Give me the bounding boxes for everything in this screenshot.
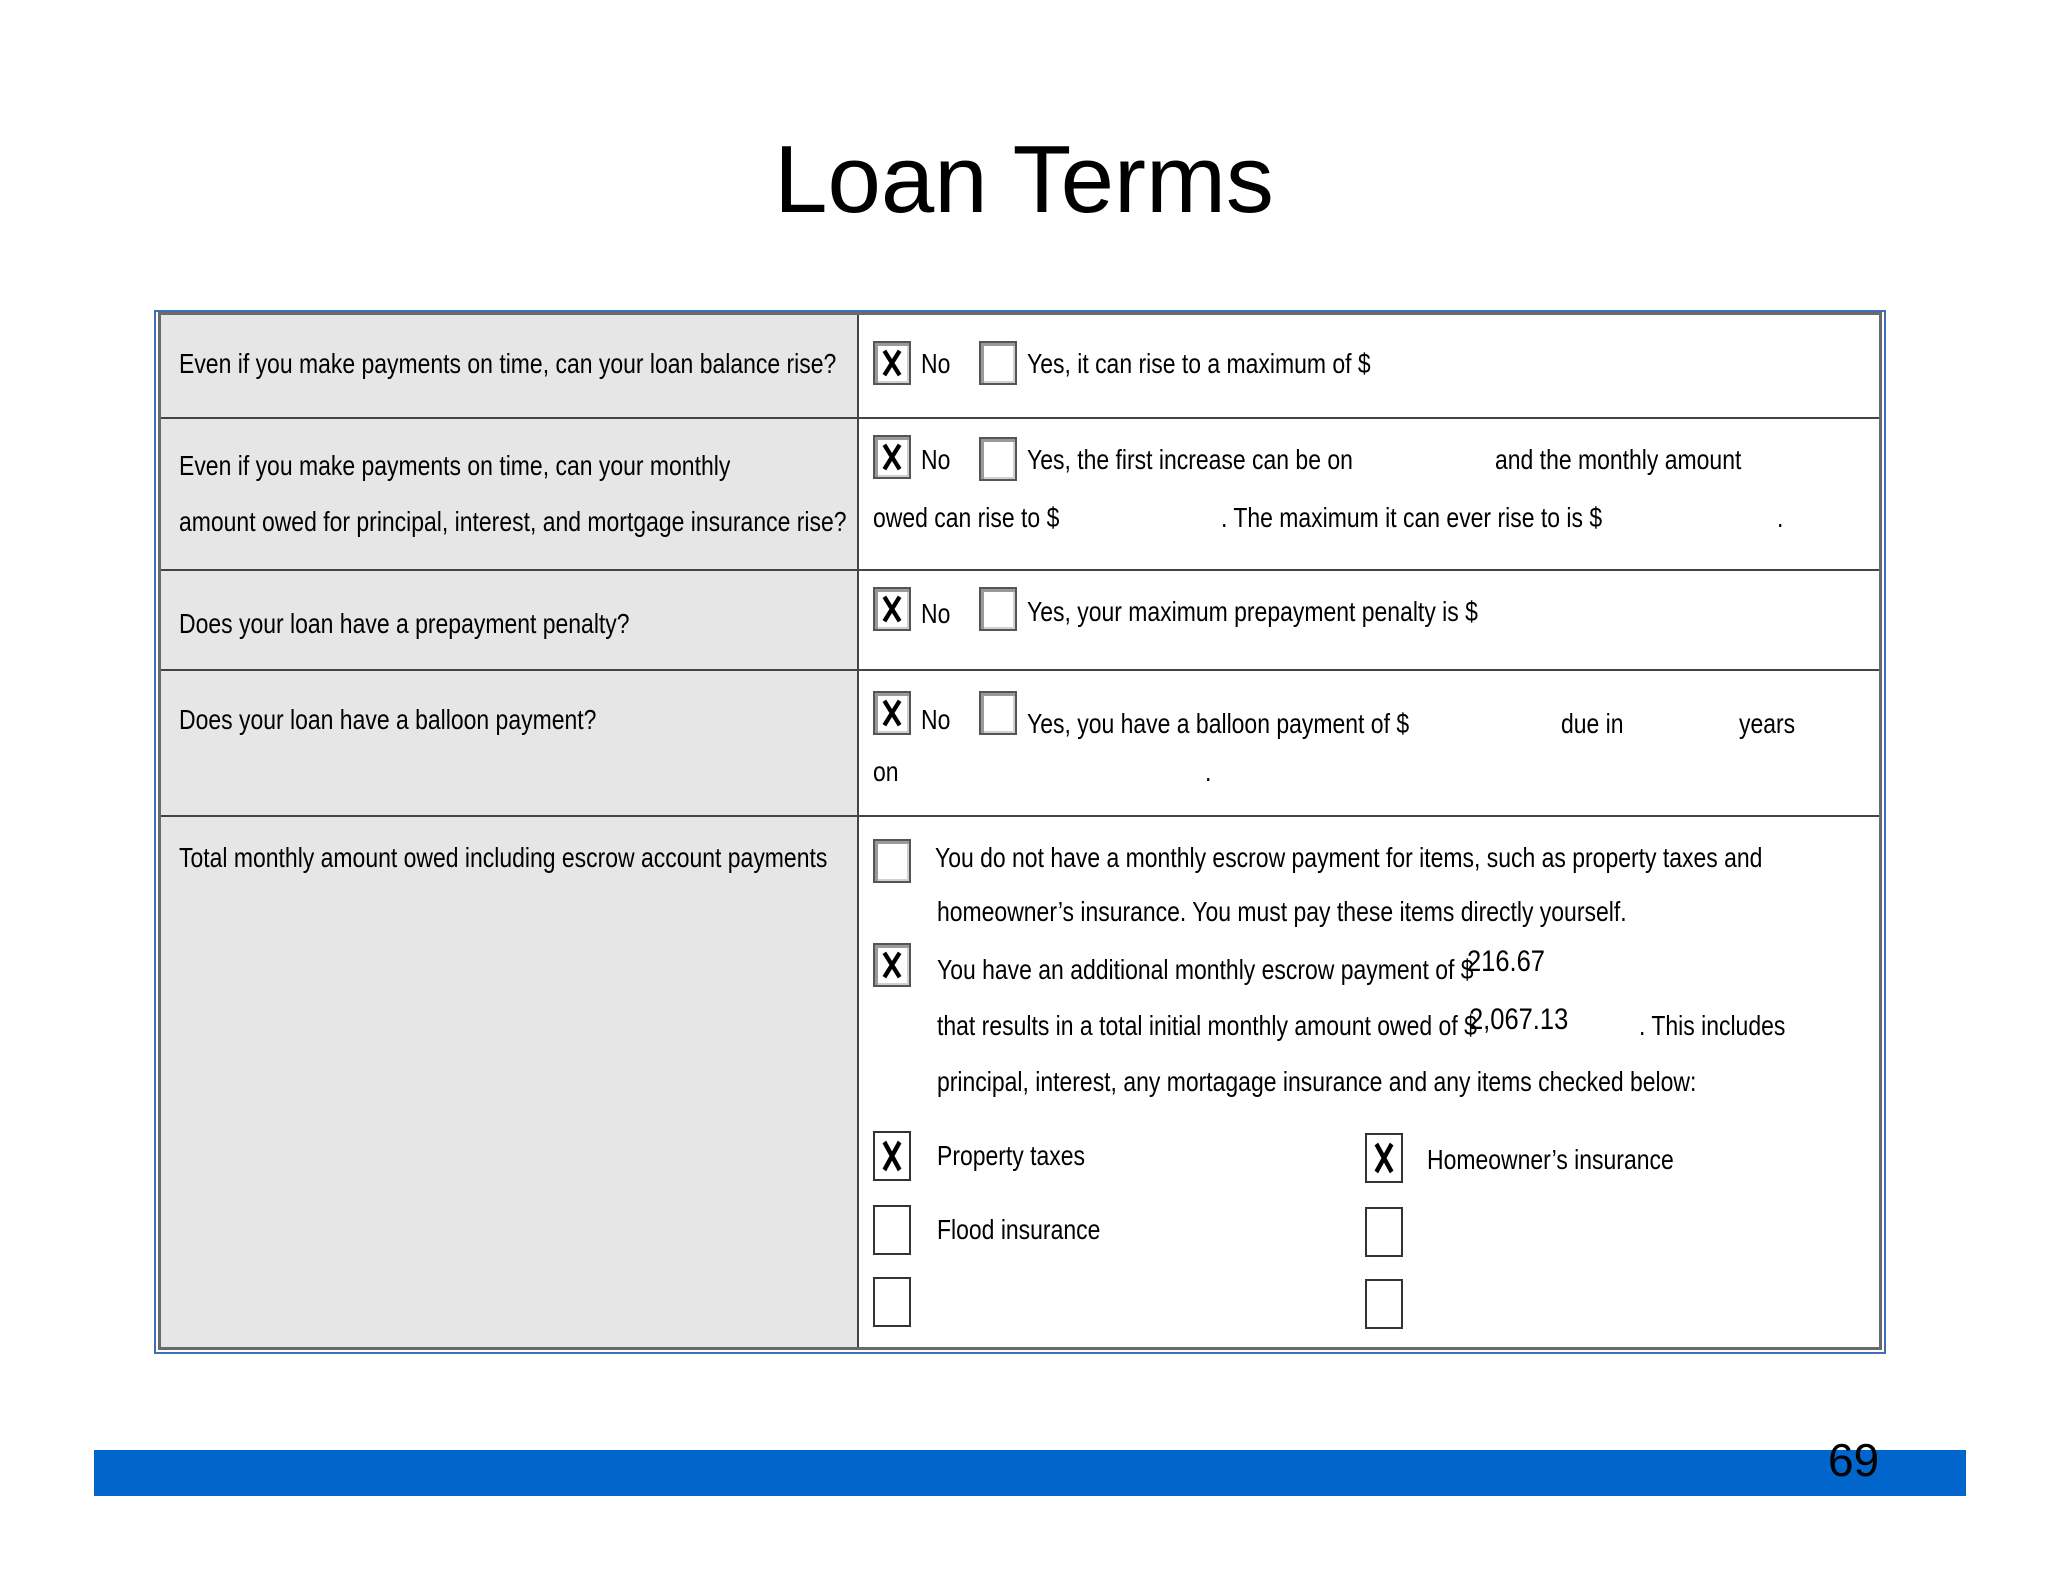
- question-text: Does your loan have a prepayment penalty?: [179, 608, 630, 639]
- question-text-line2: amount owed for principal, interest, and mortgage insurance rise?: [179, 506, 847, 537]
- yes-label: Yes, you have a balloon payment of $: [1027, 708, 1410, 739]
- yes-checkbox[interactable]: [979, 341, 1017, 385]
- no-checkbox[interactable]: [873, 341, 911, 385]
- this-includes-text: . This includes: [1639, 1010, 1786, 1041]
- no-label: No: [921, 444, 951, 475]
- question-cell: [161, 817, 859, 1347]
- no-checkbox[interactable]: [873, 691, 911, 735]
- no-escrow-checkbox[interactable]: [873, 839, 911, 883]
- row-prepayment-penalty: [161, 571, 1879, 671]
- period: .: [1777, 502, 1784, 533]
- check-x-icon: [875, 437, 909, 477]
- period: .: [1205, 756, 1212, 787]
- on-text: on: [873, 756, 899, 787]
- escrow-text-line1: You have an additional monthly escrow payment of $: [937, 954, 1474, 985]
- max-rise-text: . The maximum it can ever rise to is $: [1221, 502, 1603, 533]
- escrow-checkbox[interactable]: [873, 943, 911, 987]
- blank-item-checkbox[interactable]: [1365, 1207, 1403, 1257]
- check-x-icon: [1367, 1135, 1401, 1181]
- escrow-text-line2: that results in a total initial monthly amount owed of $: [937, 1010, 1477, 1041]
- property-taxes-label: Property taxes: [937, 1140, 1086, 1171]
- escrow-text-line3: principal, interest, any mortagage insurance and any items checked below:: [937, 1066, 1697, 1097]
- property-taxes-checkbox[interactable]: [873, 1131, 911, 1181]
- slide-title: Loan Terms: [774, 126, 1274, 233]
- row-balloon-payment: [161, 671, 1879, 817]
- check-x-icon: [875, 1133, 909, 1179]
- no-escrow-text-line2: homeowner’s insurance. You must pay these items directly yourself.: [937, 896, 1627, 927]
- yes-label: Yes, it can rise to a maximum of $: [1027, 348, 1371, 379]
- escrow-amount: 216.67: [1467, 945, 1546, 978]
- row-monthly-amount: [161, 419, 1879, 571]
- flood-insurance-label: Flood insurance: [937, 1214, 1101, 1245]
- homeowners-insurance-checkbox[interactable]: [1365, 1133, 1403, 1183]
- question-cell: [161, 671, 859, 815]
- blank-item-checkbox[interactable]: [1365, 1279, 1403, 1329]
- page-number: 69: [1828, 1434, 1880, 1486]
- yes-label: Yes, the first increase can be on: [1027, 444, 1353, 475]
- blank-item-checkbox[interactable]: [873, 1277, 911, 1327]
- question-text: Even if you make payments on time, can your loan balance rise?: [179, 348, 837, 379]
- yes-label: Yes, your maximum prepayment penalty is $: [1027, 596, 1478, 627]
- no-escrow-text-line1: You do not have a monthly escrow payment for items, such as property taxes and: [935, 842, 1763, 873]
- no-label: No: [921, 598, 951, 629]
- loan-terms-table: [158, 312, 1882, 1350]
- question-cell: [161, 419, 859, 569]
- question-text: Total monthly amount owed including escrow account payments: [179, 842, 828, 873]
- question-text: Does your loan have a balloon payment?: [179, 704, 597, 735]
- question-cell: [161, 571, 859, 669]
- question-text-line1: Even if you make payments on time, can your monthly: [179, 450, 731, 481]
- years-text: years: [1739, 708, 1796, 739]
- check-x-icon: [875, 693, 909, 733]
- no-label: No: [921, 348, 951, 379]
- no-checkbox[interactable]: [873, 435, 911, 479]
- due-in-text: due in: [1561, 708, 1624, 739]
- footer-bar: [94, 1450, 1966, 1496]
- row-loan-balance: [161, 315, 1879, 419]
- owed-rise-text: owed can rise to $: [873, 502, 1060, 533]
- no-checkbox[interactable]: [873, 587, 911, 631]
- yes-checkbox[interactable]: [979, 587, 1017, 631]
- yes-mid-text: and the monthly amount: [1495, 444, 1742, 475]
- yes-checkbox[interactable]: [979, 437, 1017, 481]
- no-label: No: [921, 704, 951, 735]
- question-cell: [161, 315, 859, 417]
- row-escrow: [161, 817, 1879, 1347]
- homeowners-insurance-label: Homeowner’s insurance: [1427, 1144, 1674, 1175]
- check-x-icon: [875, 343, 909, 383]
- check-x-icon: [875, 945, 909, 985]
- yes-checkbox[interactable]: [979, 691, 1017, 735]
- flood-insurance-checkbox[interactable]: [873, 1205, 911, 1255]
- check-x-icon: [875, 589, 909, 629]
- total-amount: 2,067.13: [1469, 1003, 1569, 1036]
